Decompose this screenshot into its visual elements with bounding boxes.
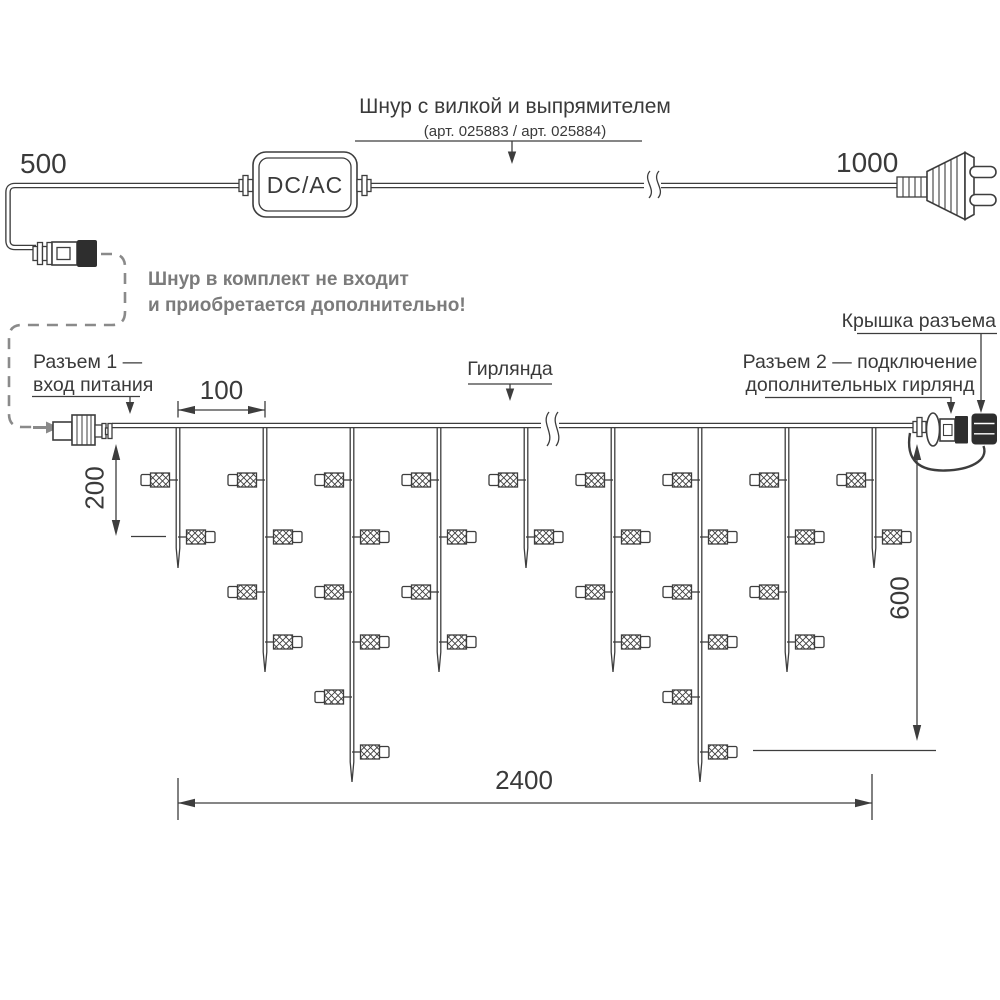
light-bulb	[315, 585, 352, 599]
light-bulb	[613, 530, 650, 544]
dim-100-label: 100	[199, 375, 244, 405]
dim-100	[178, 375, 265, 418]
garland-callout	[467, 358, 553, 401]
light-bulb	[489, 473, 526, 487]
dim-1000-label: 1000	[836, 147, 899, 178]
icicle-drop	[228, 428, 302, 672]
connector-1	[53, 415, 112, 445]
dim-2400-label: 2400	[495, 765, 553, 795]
dim-600	[753, 444, 936, 751]
note-line2: и приобретается дополнительно!	[148, 295, 466, 316]
not-included-note	[148, 269, 466, 316]
light-bulb	[141, 473, 178, 487]
icicle-drop	[141, 428, 215, 568]
connector1-label-line2: вход питания	[33, 374, 154, 396]
note-line1: Шнур в комплект не входит	[148, 269, 409, 290]
light-bulb	[228, 473, 265, 487]
light-bulb	[576, 585, 613, 599]
light-bulb	[352, 530, 389, 544]
icicle-drop	[489, 428, 563, 568]
plug-pin	[970, 167, 996, 178]
connector1-callout-arrow	[126, 402, 134, 414]
cord-article-label: (арт. 025883 / арт. 025884)	[423, 123, 607, 140]
light-bulb	[352, 635, 389, 649]
icicle-drop	[576, 428, 650, 672]
light-bulb	[787, 530, 824, 544]
dim-200	[80, 444, 167, 537]
light-bulb	[228, 585, 265, 599]
light-bulb	[265, 530, 302, 544]
wire-break-symbol	[546, 412, 559, 446]
icicle-drop	[837, 428, 911, 568]
light-bulb	[178, 530, 215, 544]
dim-2400	[178, 765, 872, 820]
connector2-callout-arrow	[947, 402, 955, 414]
icicle-drop	[750, 428, 824, 672]
light-bulb	[874, 530, 911, 544]
light-bulb	[663, 473, 700, 487]
plug-pin	[970, 195, 996, 206]
dim-600-label: 600	[884, 576, 915, 620]
connector2-label-line1: Разъем 2 — подключение	[742, 351, 978, 373]
cord-label: Шнур с вилкой и выпрямителем	[359, 95, 671, 118]
garland-label: Гирлянда	[467, 358, 553, 380]
cap-callout-arrow	[977, 400, 985, 413]
light-bulb	[352, 745, 389, 759]
adapter-label: DC/AC	[266, 172, 344, 198]
power-plug	[897, 153, 996, 220]
cord-callout	[355, 95, 671, 164]
not-included-route	[9, 254, 125, 434]
cord-cable-left	[8, 186, 241, 248]
cord-connector-cap	[77, 240, 97, 267]
light-bulb	[700, 530, 737, 544]
power-cord-assembly	[8, 147, 996, 267]
icicle-drops	[141, 428, 911, 782]
cable-break-symbol	[648, 171, 661, 198]
dashed-route-path	[9, 254, 125, 427]
light-bulb	[750, 585, 787, 599]
light-bulb	[837, 473, 874, 487]
dim-200-label: 200	[79, 466, 110, 510]
light-bulb	[315, 690, 352, 704]
light-bulb	[787, 635, 824, 649]
light-bulb	[439, 530, 476, 544]
connector1-label-line1: Разъем 1 —	[33, 351, 143, 373]
light-bulb	[526, 530, 563, 544]
light-bulb	[265, 635, 302, 649]
icicle-drop	[315, 428, 389, 782]
cord-output-connector	[33, 240, 97, 267]
light-bulb	[315, 473, 352, 487]
light-bulb	[613, 635, 650, 649]
connector2-label-line2: дополнительных гирлянд	[745, 374, 975, 396]
light-bulb	[700, 635, 737, 649]
light-bulb	[402, 473, 439, 487]
icicle-drop	[402, 428, 476, 672]
cap-label: Крышка разъема	[841, 310, 996, 332]
connector-2-plug	[955, 416, 968, 444]
connector2-callout	[743, 351, 978, 414]
light-bulb	[439, 635, 476, 649]
light-bulb	[402, 585, 439, 599]
light-bulb	[576, 473, 613, 487]
light-bulb	[663, 690, 700, 704]
light-bulb	[750, 473, 787, 487]
connector-2	[909, 413, 997, 471]
dim-500-label: 500	[20, 148, 67, 179]
dcac-adapter	[239, 152, 371, 217]
garland-assembly	[53, 412, 997, 782]
icicle-drop	[663, 428, 737, 782]
light-bulb	[700, 745, 737, 759]
cord-callout-arrow	[508, 152, 516, 165]
garland-callout-arrow	[506, 389, 514, 402]
connector1-callout	[32, 351, 153, 414]
light-bulb	[663, 585, 700, 599]
connector-cap	[972, 414, 998, 445]
